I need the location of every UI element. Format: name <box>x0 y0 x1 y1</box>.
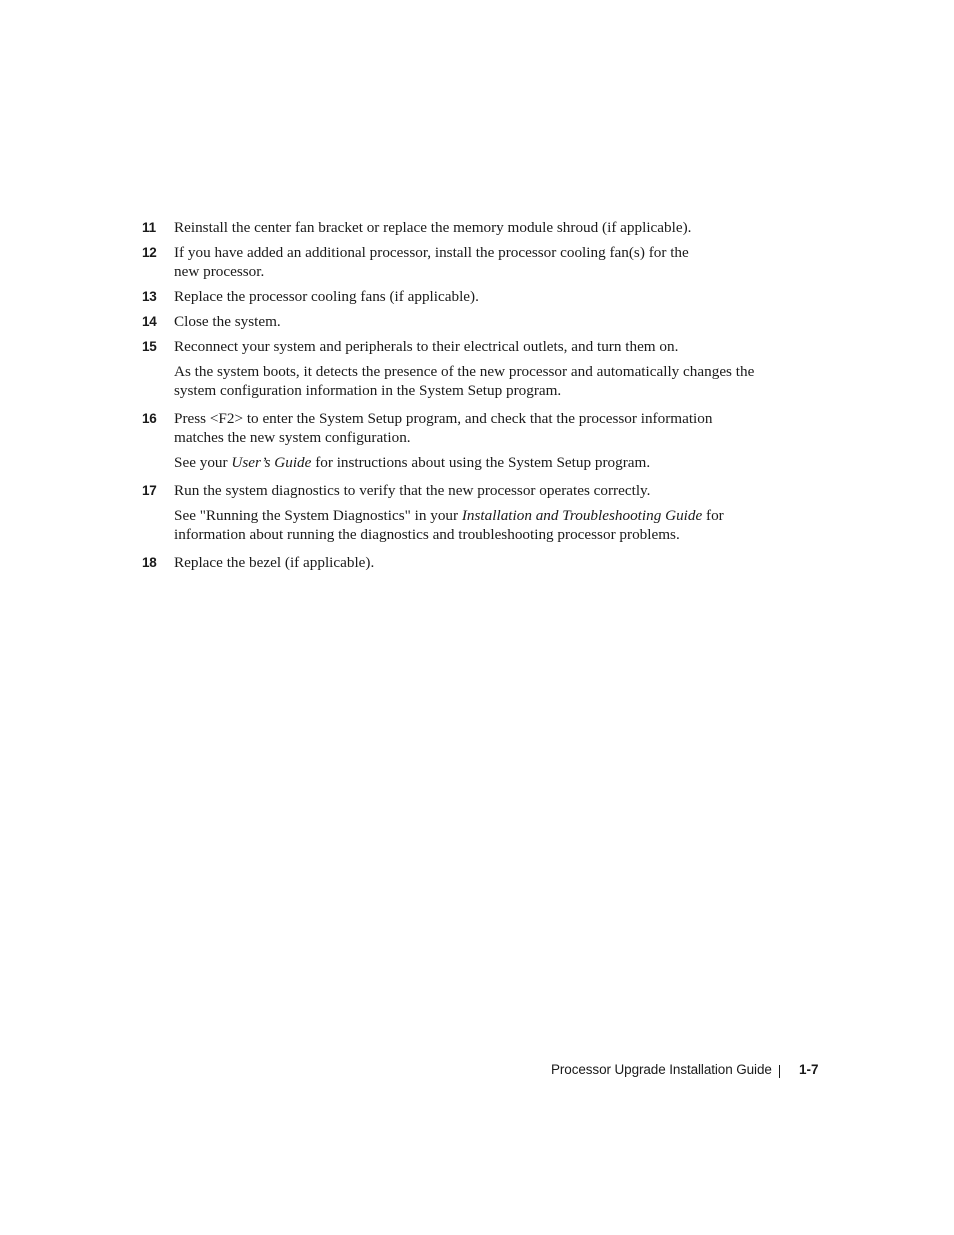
step-12 <box>142 243 762 281</box>
step-text: Run the system diagnostics to verify that the new processor operates correctly. <box>174 482 651 499</box>
step-number: 12 <box>142 245 157 260</box>
note-text: See "Running the System Diagnostics" in your <box>174 507 462 524</box>
step-text: Replace the bezel (if applicable). <box>174 554 375 571</box>
step-number: 17 <box>142 483 157 498</box>
footer-divider <box>779 1065 780 1078</box>
step-number: 18 <box>142 555 157 570</box>
step-text: Reinstall the center fan bracket or replace the memory module shroud (if applicable). <box>174 219 692 236</box>
step-16 <box>142 409 762 472</box>
step-text: Replace the processor cooling fans (if applicable). <box>174 288 479 305</box>
procedure-steps <box>142 218 762 578</box>
note-text: for instructions about using the System Setup program. <box>311 454 651 471</box>
guide-title: User’s Guide <box>231 454 312 471</box>
step-note <box>174 453 762 472</box>
page-number: 1-7 <box>799 1062 819 1077</box>
step-11 <box>142 218 762 237</box>
step-text: If you have added an additional processor, install the processor cooling fan(s) for the new processor. <box>174 244 689 280</box>
step-number: 16 <box>142 411 157 426</box>
step-text: Press <F2> to enter the System Setup program, and check that the processor information matches the new system configuration. <box>174 410 713 446</box>
step-text: Reconnect your system and peripherals to their electrical outlets, and turn them on. <box>174 338 679 355</box>
note-text: for information about running the diagnostics and troubleshooting processor problems. <box>174 507 724 543</box>
step-text: Close the system. <box>174 313 281 330</box>
note-text: See your <box>174 454 232 471</box>
step-note: As the system boots, it detects the presence of the new processor and automatically changes the system configuration information in the System Setup program. <box>174 363 755 399</box>
step-number: 11 <box>142 220 156 235</box>
step-15 <box>142 337 762 400</box>
page-footer <box>551 1061 831 1081</box>
step-note <box>174 506 734 544</box>
step-18 <box>142 553 762 572</box>
step-13 <box>142 287 762 306</box>
guide-title: Installation and Troubleshooting Guide <box>461 507 703 524</box>
document-title: Processor Upgrade Installation Guide <box>551 1062 772 1077</box>
step-number: 14 <box>142 314 157 329</box>
step-14 <box>142 312 762 331</box>
step-17 <box>142 481 762 544</box>
step-number: 13 <box>142 289 157 304</box>
step-number: 15 <box>142 339 157 354</box>
